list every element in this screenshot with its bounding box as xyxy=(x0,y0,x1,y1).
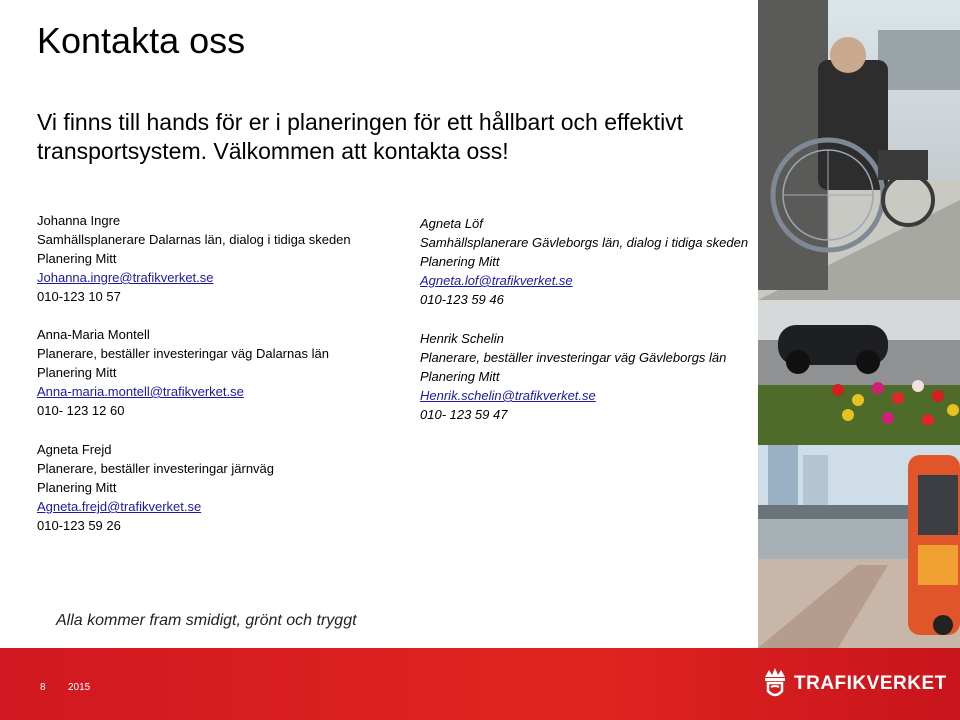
contact-name: Anna-Maria Montell xyxy=(37,327,150,342)
contact-phone: 010- 123 12 60 xyxy=(37,403,125,418)
contact-unit: Planering Mitt xyxy=(37,365,117,380)
contact-role: Samhällsplanerare Dalarnas län, dialog i tidiga skeden xyxy=(37,232,351,247)
contact-phone: 010-123 59 26 xyxy=(37,518,121,533)
contact-name: Agneta Löf xyxy=(420,216,483,231)
contact-name: Henrik Schelin xyxy=(420,331,504,346)
tulips-road-photo xyxy=(758,300,960,445)
contact-card xyxy=(37,211,351,306)
contact-role: Planerare, beställer investeringar väg Gävleborgs län xyxy=(420,350,727,365)
logo-text: TRAFIKVERKET xyxy=(794,673,947,694)
contact-name: Johanna Ingre xyxy=(37,213,121,228)
contact-role: Planerare, beställer investeringar järnväg xyxy=(37,461,275,476)
contact-phone: 010- 123 59 47 xyxy=(420,407,508,422)
trafikverket-logo xyxy=(762,664,947,704)
contact-phone: 010-123 10 57 xyxy=(37,289,121,304)
crown-icon xyxy=(762,667,788,701)
contact-unit: Planering Mitt xyxy=(37,251,117,266)
contact-role: Samhällsplanerare Gävleborgs län, dialog i tidiga skeden xyxy=(420,235,749,250)
footer-bar xyxy=(0,648,960,720)
contact-email-link[interactable]: Anna-maria.montell@trafikverket.se xyxy=(37,384,244,399)
intro-text: Vi finns till hands för er i planeringen för ett hållbart och effektivt transportsystem. Välkommen att kontakta oss! xyxy=(37,109,684,164)
contact-card xyxy=(420,214,748,309)
contact-role: Planerare, beställer investeringar väg Dalarnas län xyxy=(37,346,329,361)
contact-name: Agneta Frejd xyxy=(37,442,112,457)
page-number: 8 xyxy=(40,682,46,693)
contact-email-link[interactable]: Agneta.frejd@trafikverket.se xyxy=(37,499,202,514)
contact-card xyxy=(37,325,329,420)
contact-card xyxy=(420,329,726,424)
slogan-text: Alla kommer fram smidigt, grönt och tryggt xyxy=(56,612,357,629)
page-title: Kontakta oss xyxy=(37,20,246,61)
contact-email-link[interactable]: Henrik.schelin@trafikverket.se xyxy=(420,388,596,403)
contact-unit: Planering Mitt xyxy=(420,369,500,384)
contact-email-link[interactable]: Johanna.ingre@trafikverket.se xyxy=(37,270,214,285)
contact-email-link[interactable]: Agneta.lof@trafikverket.se xyxy=(420,273,573,288)
contact-unit: Planering Mitt xyxy=(37,480,117,495)
wheelchair-photo xyxy=(758,0,960,300)
footer-year: 2015 xyxy=(68,682,91,693)
contact-card xyxy=(37,440,274,535)
contact-phone: 010-123 59 46 xyxy=(420,292,504,307)
bus-station-photo xyxy=(758,445,960,648)
contact-unit: Planering Mitt xyxy=(420,254,500,269)
